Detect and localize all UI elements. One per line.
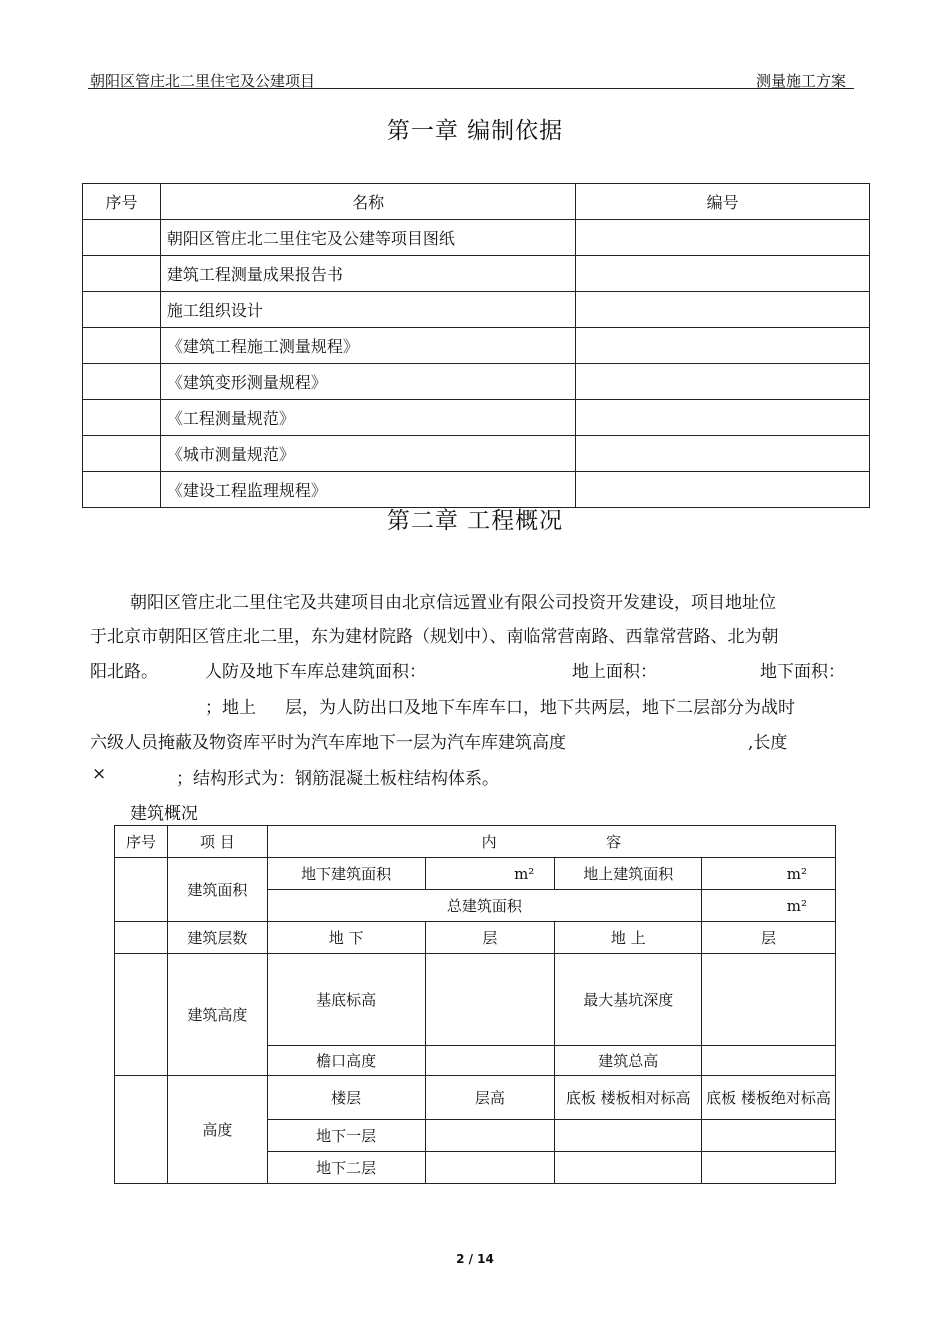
overview-line-3d: 地下面积： [760,662,845,682]
page-number: 2 / 14 [456,1252,494,1266]
unit-m2: m² [702,890,836,922]
total-height-label: 建筑总高 [555,1046,702,1076]
table-row [115,954,836,1046]
table-cell-name: 《工程测量规范》 [160,400,575,436]
table-row [83,436,870,472]
table-row [115,858,836,890]
overview-line-1: 朝阳区管庄北二里住宅及共建项目由北京信远置业有限公司投资开发建设，项目地址位 [130,593,776,613]
base-elevation-label: 基底标高 [267,954,425,1046]
table-cell-name: 《城市测量规范》 [160,436,575,472]
table-row [83,220,870,256]
aboveground-label: 地 上 [555,922,702,954]
col-header-no: 序号 [83,184,161,220]
relative-elevation-label: 底板 楼板相对标高 [555,1076,702,1120]
table-header-row [115,826,836,858]
table-cell-name: 《建设工程监理规程》 [160,472,575,508]
absolute-elevation-label: 底板 楼板绝对标高 [702,1076,836,1120]
table-header-row [83,184,870,220]
header-left-title: 朝阳区管庄北二里住宅及公建项目 [90,72,316,90]
overview-line-5a: 六级人员掩蔽及物资库平时为汽车库地下一层为汽车库建筑高度 [90,733,566,753]
overview-line-6b: ；结构形式为：钢筋混凝土板柱结构体系。 [176,769,499,789]
floor-unit: 层 [425,922,555,954]
col-header-content-a: 内 [481,833,497,851]
chapter-2-title: 第二章 工程概况 [386,508,564,534]
header-rule [88,88,854,89]
building-overview-caption: 建筑概况 [130,804,198,824]
basis-table [82,183,870,508]
chapter-1-title: 第一章 编制依据 [386,118,564,144]
overview-line-3a: 阳北路。 [90,662,158,682]
unit-m2: m² [425,858,555,890]
header-right-title: 测量施工方案 [756,72,847,90]
col-header-no: 序号 [115,826,168,858]
row-label-height: 建筑高度 [167,954,267,1076]
basement-1-label: 地下一层 [267,1120,425,1152]
col-header-content-b: 容 [606,833,622,851]
table-row [115,922,836,954]
floor-unit: 层 [702,922,836,954]
overview-line-3b: 人防及地下车库总建筑面积： [205,662,426,682]
table-row [83,328,870,364]
underground-label: 地 下 [267,922,425,954]
aboveground-area-label: 地上建筑面积 [555,858,702,890]
table-cell-name: 施工组织设计 [160,292,575,328]
table-row [83,400,870,436]
table-cell-name: 《建筑工程施工测量规程》 [160,328,575,364]
total-area-label: 总建筑面积 [267,890,701,922]
col-header-item: 项 目 [167,826,267,858]
overview-line-5b: ,长度 [748,733,788,753]
storey-label: 楼层 [267,1076,425,1120]
building-overview-table [114,825,836,1184]
row-label-height-2: 高度 [167,1076,267,1184]
overview-line-2: 于北京市朝阳区管庄北二里，东为建材院路（规划中）、南临常营南路、西靠常营路、北为朝 [90,627,779,647]
table-row [83,364,870,400]
row-label-area: 建筑面积 [167,858,267,922]
underground-area-label: 地下建筑面积 [267,858,425,890]
overview-line-6a: × [92,764,107,784]
col-header-code: 编号 [576,184,870,220]
table-row [83,292,870,328]
max-pit-depth-label: 最大基坑深度 [555,954,702,1046]
table-row [83,256,870,292]
unit-m2: m² [702,858,836,890]
eave-height-label: 檐口高度 [267,1046,425,1076]
table-cell-name: 建筑工程测量成果报告书 [160,256,575,292]
col-header-content [267,826,835,858]
table-row [115,1076,836,1120]
col-header-name: 名称 [160,184,575,220]
table-cell-name: 朝阳区管庄北二里住宅及公建等项目图纸 [160,220,575,256]
overview-line-4a: ；地上 [205,698,256,718]
overview-line-4b: 层，为人防出口及地下车库车口，地下共两层，地下二层部分为战时 [285,698,795,718]
storey-height-label: 层高 [425,1076,555,1120]
row-label-floors: 建筑层数 [167,922,267,954]
table-cell-name: 《建筑变形测量规程》 [160,364,575,400]
overview-line-3c: 地上面积： [572,662,657,682]
basement-2-label: 地下二层 [267,1152,425,1184]
